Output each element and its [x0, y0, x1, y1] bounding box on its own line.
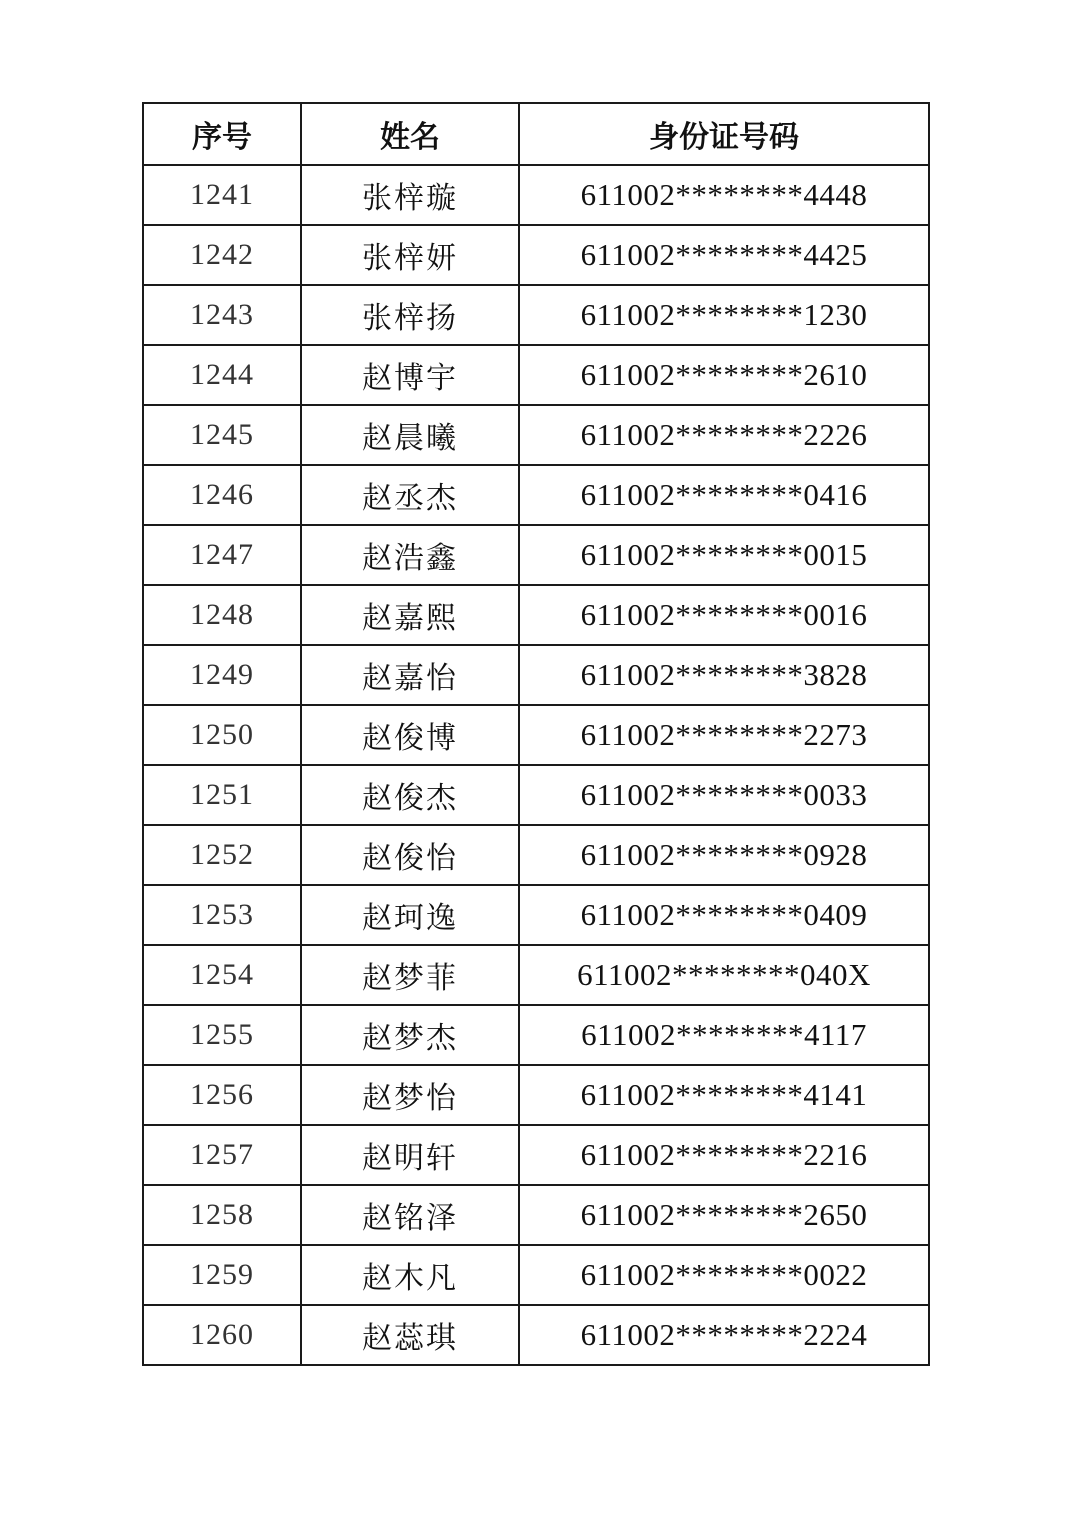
row-id-number: 611002********4425 — [519, 225, 929, 285]
table-row — [143, 225, 929, 285]
table-row — [143, 885, 929, 945]
row-id-number: 611002********2650 — [519, 1185, 929, 1245]
row-seq: 1257 — [143, 1125, 301, 1185]
row-name: 赵嘉熙 — [301, 585, 519, 645]
row-id-number: 611002********4448 — [519, 165, 929, 225]
row-seq: 1250 — [143, 705, 301, 765]
row-seq: 1246 — [143, 465, 301, 525]
row-name: 张梓扬 — [301, 285, 519, 345]
table-row — [143, 1005, 929, 1065]
row-seq: 1241 — [143, 165, 301, 225]
row-seq: 1245 — [143, 405, 301, 465]
row-name: 赵梦怡 — [301, 1065, 519, 1125]
header-name: 姓名 — [301, 103, 519, 165]
row-name: 赵铭泽 — [301, 1185, 519, 1245]
row-seq: 1254 — [143, 945, 301, 1005]
table-row — [143, 285, 929, 345]
row-seq: 1260 — [143, 1305, 301, 1365]
row-id-number: 611002********4117 — [519, 1005, 929, 1065]
row-seq: 1256 — [143, 1065, 301, 1125]
row-id-number: 611002********3828 — [519, 645, 929, 705]
row-id-number: 611002********4141 — [519, 1065, 929, 1125]
row-name: 赵梦杰 — [301, 1005, 519, 1065]
table-row — [143, 165, 929, 225]
row-id-number: 611002********2226 — [519, 405, 929, 465]
table-row — [143, 465, 929, 525]
row-id-number: 611002********2273 — [519, 705, 929, 765]
row-seq: 1248 — [143, 585, 301, 645]
row-seq: 1259 — [143, 1245, 301, 1305]
table-row — [143, 825, 929, 885]
row-name: 张梓璇 — [301, 165, 519, 225]
row-name: 赵梦菲 — [301, 945, 519, 1005]
row-seq: 1247 — [143, 525, 301, 585]
row-name: 赵嘉怡 — [301, 645, 519, 705]
row-seq: 1242 — [143, 225, 301, 285]
row-seq: 1249 — [143, 645, 301, 705]
row-id-number: 611002********0409 — [519, 885, 929, 945]
table-row — [143, 345, 929, 405]
table-row — [143, 645, 929, 705]
table-row — [143, 945, 929, 1005]
table-row — [143, 405, 929, 465]
row-seq: 1255 — [143, 1005, 301, 1065]
header-row — [143, 103, 929, 165]
row-name: 赵明轩 — [301, 1125, 519, 1185]
row-name: 张梓妍 — [301, 225, 519, 285]
table-row — [143, 705, 929, 765]
row-seq: 1258 — [143, 1185, 301, 1245]
header-seq: 序号 — [143, 103, 301, 165]
row-name: 赵丞杰 — [301, 465, 519, 525]
table-row — [143, 765, 929, 825]
row-name: 赵博宇 — [301, 345, 519, 405]
row-id-number: 611002********0928 — [519, 825, 929, 885]
row-name: 赵俊杰 — [301, 765, 519, 825]
table-row — [143, 525, 929, 585]
row-name: 赵珂逸 — [301, 885, 519, 945]
row-name: 赵蕊琪 — [301, 1305, 519, 1365]
row-id-number: 611002********040X — [519, 945, 929, 1005]
table-row — [143, 1065, 929, 1125]
row-id-number: 611002********1230 — [519, 285, 929, 345]
row-name: 赵晨曦 — [301, 405, 519, 465]
row-id-number: 611002********2224 — [519, 1305, 929, 1365]
table-body — [143, 165, 929, 1365]
row-id-number: 611002********0016 — [519, 585, 929, 645]
table-row — [143, 1245, 929, 1305]
row-name: 赵俊博 — [301, 705, 519, 765]
row-id-number: 611002********0022 — [519, 1245, 929, 1305]
row-seq: 1243 — [143, 285, 301, 345]
roster-table — [142, 102, 930, 1366]
row-id-number: 611002********0033 — [519, 765, 929, 825]
row-seq: 1253 — [143, 885, 301, 945]
table-row — [143, 1305, 929, 1365]
row-seq: 1252 — [143, 825, 301, 885]
row-seq: 1244 — [143, 345, 301, 405]
row-id-number: 611002********2216 — [519, 1125, 929, 1185]
table-row — [143, 585, 929, 645]
row-name: 赵俊怡 — [301, 825, 519, 885]
row-name: 赵木凡 — [301, 1245, 519, 1305]
table-header — [143, 103, 929, 165]
row-name: 赵浩鑫 — [301, 525, 519, 585]
row-id-number: 611002********0416 — [519, 465, 929, 525]
row-id-number: 611002********0015 — [519, 525, 929, 585]
row-id-number: 611002********2610 — [519, 345, 929, 405]
table-row — [143, 1185, 929, 1245]
row-seq: 1251 — [143, 765, 301, 825]
header-id-number: 身份证号码 — [519, 103, 929, 165]
table-row — [143, 1125, 929, 1185]
